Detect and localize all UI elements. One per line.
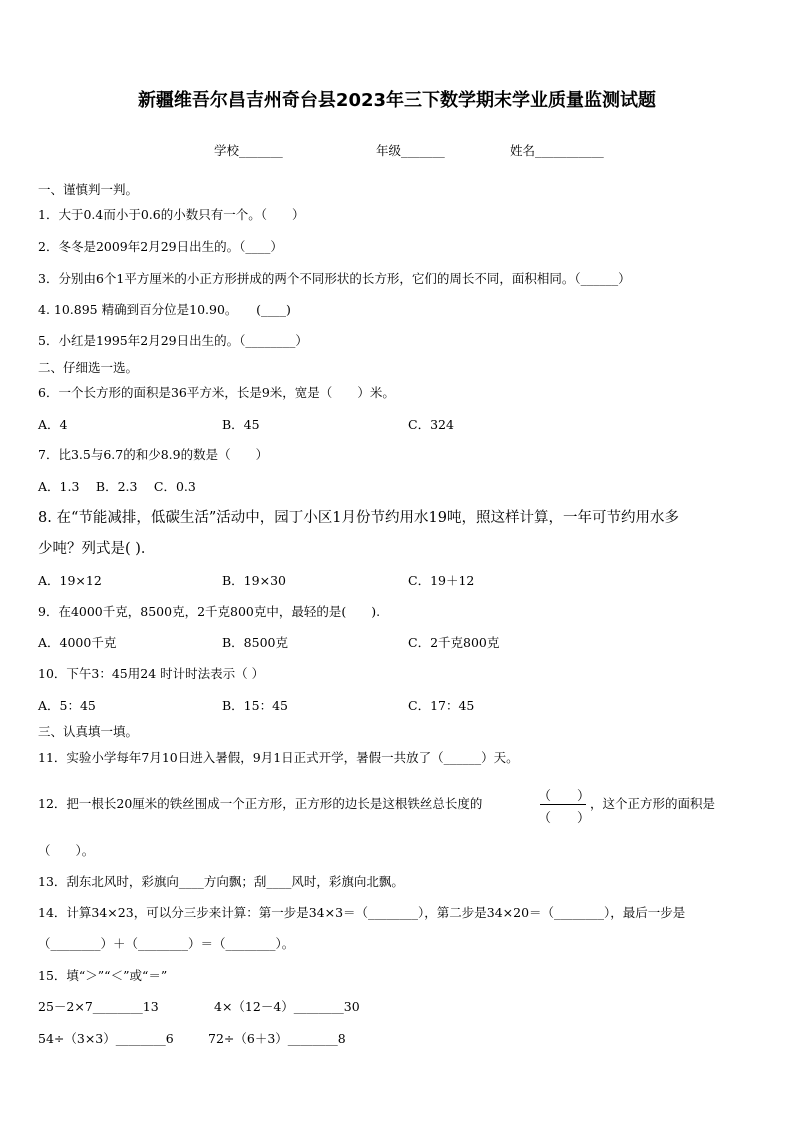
question-1: 1．大于0.4而小于0.6的小数只有一个。（ ） — [38, 207, 305, 222]
question-9: 9．在4000千克，8500克，2千克800克中，最轻的是( ). — [38, 604, 381, 619]
question-6: 6．一个长方形的面积是36平方米，长是9米，宽是（ ）米。 — [38, 385, 395, 400]
question-15-row-1-left: 25－2×7________13 — [38, 999, 159, 1014]
grade-field: 年级_______ — [376, 143, 445, 158]
question-8-option-c: C．19＋12 — [408, 573, 475, 588]
question-15-row-2-right: 72÷（6＋3）________8 — [208, 1031, 346, 1046]
question-6-option-a: A．4 — [38, 417, 68, 432]
question-12-tail: ，这个正方形的面积是 — [590, 796, 716, 811]
section-heading-choose: 二、仔细选一选。 — [38, 360, 139, 375]
question-4: 4. 10.895 精确到百分位是10.90。 (____) — [38, 302, 291, 317]
fraction-bar — [540, 804, 586, 805]
question-11: 11．实验小学每年7月10日进入暑假，9月1日正式开学，暑假一共放了（______）天。 — [38, 750, 519, 765]
section-heading-judge: 一、谨慎判一判。 — [38, 182, 139, 197]
section-heading-fill: 三、认真填一填。 — [38, 724, 139, 739]
question-8-option-b: B．19×30 — [222, 573, 286, 588]
question-7: 7．比3.5与6.7的和少8.9的数是（ ） — [38, 447, 269, 462]
question-5: 5．小红是1995年2月29日出生的。（________） — [38, 333, 308, 348]
fraction-numerator: （ ） — [538, 789, 591, 804]
question-14-line-1: 14．计算34×23，可以分三步来计算：第一步是34×3＝（________），第二步是34×20＝（________），最后一步是 — [38, 905, 686, 920]
question-9-option-a: A．4000千克 — [38, 635, 117, 650]
question-10-option-b: B．15：45 — [222, 698, 288, 713]
question-15: 15．填“＞”“＜”或“＝” — [38, 968, 168, 983]
school-field: 学校_______ — [214, 143, 283, 158]
question-13: 13．刮东北风时，彩旗向____方向飘；刮____风时，彩旗向北飘。 — [38, 874, 404, 889]
question-3: 3．分别由6个1平方厘米的小正方形拼成的两个不同形状的长方形，它们的周长不同，面积相同。（______） — [38, 271, 631, 286]
question-8-line-1: 8. 在“节能减排，低碳生活”活动中，园丁小区1月份节约用水19吨，照这样计算，一年可节约用水多 — [38, 510, 679, 526]
question-12-line-2: （ ）。 — [38, 843, 95, 858]
question-10-option-a: A．5：45 — [38, 698, 96, 713]
question-15-row-1-right: 4×（12－4）________30 — [214, 999, 360, 1014]
question-2: 2．冬冬是2009年2月29日出生的。（____） — [38, 239, 283, 254]
question-8-line-2: 少吨？列式是( )． — [38, 541, 156, 557]
question-9-option-b: B．8500克 — [222, 635, 288, 650]
name-field: 姓名___________ — [510, 143, 604, 158]
question-14-line-2: （________）＋（________）＝（________）。 — [38, 936, 295, 951]
question-8-option-a: A．19×12 — [38, 573, 102, 588]
question-15-row-2-left: 54÷（3×3）________6 — [38, 1031, 174, 1046]
fraction-blank — [538, 782, 591, 828]
page-title: 新疆维吾尔昌吉州奇台县2023年三下数学期末学业质量监测试题 — [137, 90, 657, 111]
fraction-denominator: （ ） — [538, 811, 591, 826]
question-9-option-c: C．2千克800克 — [408, 635, 500, 650]
question-6-option-b: B．45 — [222, 417, 260, 432]
question-12-line-1: 12．把一根长20厘米的铁丝围成一个正方形，正方形的边长是这根铁丝总长度的 — [38, 796, 483, 811]
question-7-options: A．1.3 B．2.3 C．0.3 — [38, 479, 196, 494]
question-6-option-c: C．324 — [408, 417, 454, 432]
question-10: 10．下午3：45用24 时计时法表示（ ） — [38, 666, 265, 681]
question-10-option-c: C．17：45 — [408, 698, 475, 713]
